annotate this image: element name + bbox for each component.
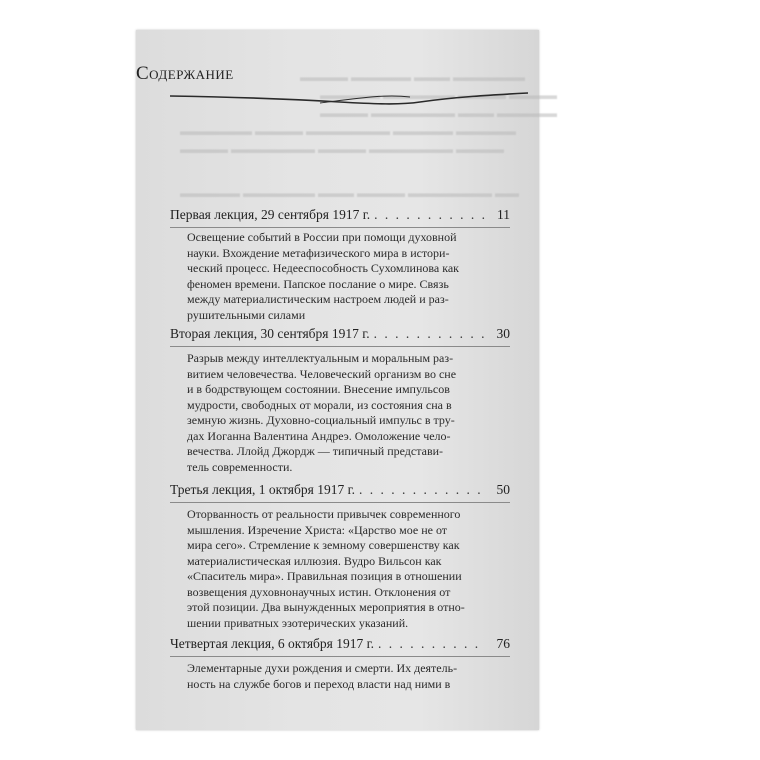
toc-entry-summary: [187, 230, 509, 323]
toc-entry-title: Четвертая лекция, 6 октября 1917 г.: [170, 636, 375, 651]
page-title: Содержание: [136, 63, 234, 84]
bleed-through-text: ▬▬▬▬▬ ▬▬▬▬▬▬ ▬▬▬▬ ▬▬▬▬: [320, 88, 557, 102]
summary-line: шении приватных эзотерических указаний.: [187, 615, 409, 630]
toc-entry-title: Вторая лекция, 30 сентября 1917 г.: [170, 326, 370, 341]
divider: [170, 346, 510, 347]
toc-page-number: 30: [496, 326, 510, 341]
summary-line: материалистическая иллюзия. Вудро Вильсон как: [187, 553, 442, 568]
bleed-through-text: ▬▬▬▬ ▬▬▬▬▬ ▬▬▬ ▬▬▬▬▬▬: [300, 70, 525, 84]
toc-entry-heading: [170, 636, 510, 652]
summary-line: вечества. Ллойд Джордж — типичный представи-: [187, 444, 444, 458]
toc-entry-title: Третья лекция, 1 октября 1917 г.: [170, 482, 355, 497]
dot-leader: [378, 636, 486, 652]
summary-line: рушительными силами: [187, 307, 306, 322]
toc-entry-summary: [187, 351, 509, 475]
bleed-through-text: ▬▬▬▬▬▬ ▬▬▬▬ ▬▬▬▬▬▬▬ ▬▬▬▬▬ ▬▬▬▬▬: [180, 124, 516, 138]
summary-line: науки. Вхождение метафизического мира в истори-: [187, 245, 450, 260]
summary-line: возвещения духовнонаучных истин. Отклонения от: [187, 584, 451, 599]
summary-line: и в бодрствующем состоянии. Внесение импульсов: [187, 382, 450, 396]
divider: [170, 502, 510, 503]
summary-line: мира сего». Стремление к земному совершенству как: [187, 538, 460, 552]
summary-line: феномен времени. Папское послание о мире. Связь: [187, 276, 449, 291]
summary-line: Разрыв между интеллектуальным и моральным раз-: [187, 351, 454, 365]
toc-page-number: 11: [497, 207, 510, 222]
toc-entry-heading: [170, 326, 510, 342]
summary-line: мышления. Изречение Христа: «Царство мое не от: [187, 522, 448, 537]
bleed-through-text: ▬▬▬▬ ▬▬▬▬▬▬▬ ▬▬▬ ▬▬▬▬▬: [320, 106, 557, 120]
summary-line: дах Иоганна Валентина Андреэ. Омоложение чело-: [187, 428, 451, 443]
dot-leader: [374, 326, 486, 342]
toc-page-number: 50: [496, 482, 510, 497]
title-ornament: [170, 86, 530, 112]
toc-entry-title: Первая лекция, 29 сентября 1917 г.: [170, 207, 371, 222]
summary-line: тель современности.: [187, 459, 293, 474]
summary-line: «Спаситель мира». Правильная позиция в отношении: [187, 569, 462, 583]
toc-entry-summary: [187, 507, 509, 631]
divider: [170, 656, 510, 657]
summary-line: земную жизнь. Духовно-социальный импульс в тру-: [187, 413, 455, 427]
summary-line: ность на службе богов и переход власти над ними в: [187, 676, 451, 691]
toc-entry-summary: [187, 661, 509, 692]
toc-entry-heading: [170, 207, 510, 223]
summary-line: между материалистическим настроем людей и раз-: [187, 292, 449, 306]
dot-leader: [359, 482, 486, 498]
summary-line: мудрости, свободных от морали, из состояния сна в: [187, 397, 452, 412]
toc-page-number: 76: [496, 636, 510, 651]
summary-line: Оторванность от реальности привычек современного: [187, 507, 461, 521]
bleed-through-text: ▬▬▬▬ ▬▬▬▬▬▬▬ ▬▬▬▬ ▬▬▬▬▬▬▬ ▬▬▬▬: [180, 142, 504, 156]
summary-line: ческий процесс. Недееспособность Сухомлинова как: [187, 261, 459, 275]
divider: [170, 227, 510, 228]
summary-line: этой позиции. Два вынужденных мероприятия в отно-: [187, 600, 465, 614]
summary-line: витием человечества. Человеческий организм во сне: [187, 366, 457, 381]
bleed-through-text: ▬▬▬▬▬ ▬▬▬▬▬▬ ▬▬▬ ▬▬▬▬ ▬▬▬▬▬▬▬ ▬▬: [180, 186, 519, 200]
toc-entry-heading: [170, 482, 510, 498]
summary-line: Освещение событий в России при помощи духовной: [187, 230, 457, 244]
summary-line: Элементарные духи рождения и смерти. Их деятель-: [187, 661, 458, 675]
dot-leader: [374, 207, 486, 223]
